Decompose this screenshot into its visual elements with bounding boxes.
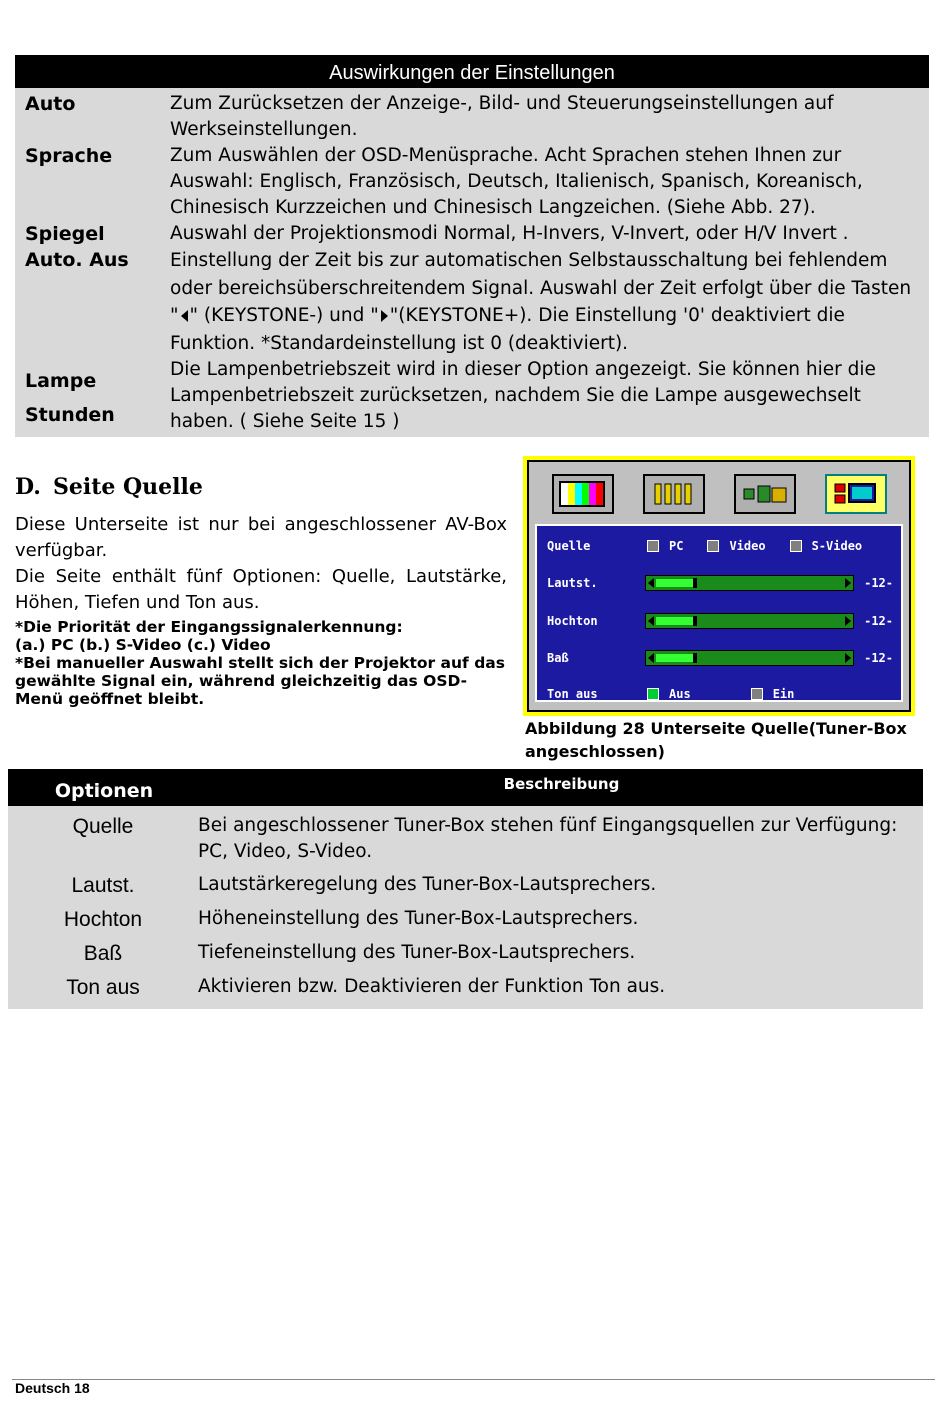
- table-row: [8, 810, 923, 869]
- settings-icon[interactable]: [734, 474, 796, 514]
- settings-row-sprache: [15, 143, 929, 221]
- osd-row-hochton: [547, 611, 893, 631]
- settings-table-title: Auswirkungen der Einstellungen: [15, 55, 929, 88]
- table-row: [8, 903, 923, 937]
- osd-option-label: PC: [669, 539, 684, 553]
- option-label: Ton aus: [8, 971, 198, 1005]
- desc-part: " (KEYSTONE-) und ": [189, 305, 379, 326]
- settings-row-lampe: [15, 357, 929, 435]
- osd-label: Ton aus: [547, 687, 598, 701]
- settings-description: [170, 247, 929, 357]
- column-header-description: Beschreibung: [503, 775, 620, 793]
- slider-knob[interactable]: [693, 653, 697, 663]
- osd-row-quelle: [547, 536, 893, 556]
- section-paragraph: Diese Unterseite ist nur bei angeschlossener AV-Box verfügbar.: [15, 514, 507, 561]
- bass-slider[interactable]: [645, 650, 854, 666]
- slider-value: -12-: [864, 651, 893, 665]
- slider-right-arrow-icon[interactable]: [845, 653, 851, 663]
- slider-value: -12-: [864, 576, 893, 590]
- option-description: Aktivieren bzw. Deaktivieren der Funktion Ton aus.: [198, 976, 666, 997]
- settings-label: Sprache: [25, 145, 113, 167]
- osd-option-aus[interactable]: [647, 687, 691, 701]
- slider-fill: [656, 579, 693, 587]
- osd-option-video[interactable]: [707, 539, 765, 553]
- footer-divider: [12, 1379, 935, 1380]
- section-note: (a.) PC (b.) S-Video (c.) Video: [15, 636, 271, 654]
- options-table: [8, 769, 923, 1009]
- section-note: *Die Priorität der Eingangssignalerkennung:: [15, 618, 403, 636]
- checkbox[interactable]: [751, 688, 763, 700]
- osd-label: Hochton: [547, 614, 598, 628]
- osd-option-label: S-Video: [811, 539, 863, 553]
- settings-row-auto: [15, 91, 929, 143]
- adjustment-icon[interactable]: [643, 474, 705, 514]
- slider-left-arrow-icon[interactable]: [648, 616, 654, 626]
- slider-left-arrow-icon[interactable]: [648, 578, 654, 588]
- option-description: Lautstärkeregelung des Tuner-Box-Lautsprechers.: [198, 874, 657, 895]
- option-label: Hochton: [8, 903, 198, 937]
- table-row: [8, 971, 923, 1005]
- settings-label: Auto. Aus: [25, 249, 129, 271]
- osd-panel: [535, 524, 903, 702]
- slider-left-arrow-icon[interactable]: [648, 653, 654, 663]
- section-paragraph: Die Seite enthält fünf Optionen: Quelle, Lautstärke, Höhen, Tiefen und Ton aus.: [15, 566, 507, 613]
- settings-table: [15, 55, 929, 437]
- section-title: Seite Quelle: [52, 474, 203, 500]
- page-footer: Deutsch 18: [15, 1380, 90, 1396]
- osd-label: Quelle: [547, 539, 591, 553]
- settings-description: Auswahl der Projektionsmodi Normal, H-Invers, V-Invert, oder H/V Invert .: [170, 223, 849, 244]
- settings-row-auto-aus: [15, 247, 929, 357]
- slider-right-arrow-icon[interactable]: [845, 578, 851, 588]
- slider-fill: [656, 617, 693, 625]
- settings-description: Zum Zurücksetzen der Anzeige-, Bild- und Steuerungseinstellungen auf Werkseinstellungen.: [170, 93, 834, 140]
- settings-label: Auto: [25, 93, 76, 115]
- osd-row-tonaus: [547, 684, 893, 704]
- osd-option-label: Ein: [772, 687, 795, 701]
- slider-fill: [656, 654, 693, 662]
- osd-option-pc[interactable]: [647, 539, 683, 553]
- osd-figure: [523, 456, 915, 716]
- option-label: Quelle: [8, 810, 198, 869]
- settings-description: Die Lampenbetriebszeit wird in dieser Option angezeigt. Sie können hier die Lampenbetriebszeit zurücksetzen, nachdem Sie die Lampe ausgewechselt haben. ( Siehe Seite 15 ): [170, 359, 876, 432]
- settings-label: [15, 364, 170, 435]
- section-note: *Bei manueller Auswahl stellt sich der Projektor auf das gewählte Signal ein, während gleichzeitig das OSD-Menü geöffnet bleibt.: [15, 654, 505, 708]
- section-number: D.: [15, 474, 41, 500]
- osd-row-lautst: [547, 573, 893, 593]
- section-heading: [15, 472, 507, 502]
- osd-label: Lautst.: [547, 576, 598, 590]
- checkbox[interactable]: [790, 540, 802, 552]
- option-description: Bei angeschlossener Tuner-Box stehen fünf Eingangsquellen zur Verfügung: PC, Video, S-Video.: [198, 815, 898, 862]
- slider-value: -12-: [864, 614, 893, 628]
- osd-label: Baß: [547, 651, 569, 665]
- option-description: Tiefeneinstellung des Tuner-Box-Lautsprechers.: [198, 942, 636, 963]
- source-icon[interactable]: [825, 474, 887, 514]
- option-label: Lautst.: [8, 869, 198, 903]
- desc-part: "(KEYSTONE+). Die Einstellung '0' deaktiviert die Funktion. *Standardeinstellung ist 0 (deaktiviert).: [170, 305, 845, 354]
- left-arrow-icon: [181, 310, 188, 322]
- settings-description: Zum Auswählen der OSD-Menüsprache. Acht Sprachen stehen Ihnen zur Auswahl: Englisch, Französisch, Deutsch, Italienisch, Spanisch, Koreanisch, Chinesisch Kurzzeichen und Chinesisch Langzeichen. (Siehe Abb. 27).: [170, 145, 863, 218]
- checkbox[interactable]: [647, 540, 659, 552]
- table-row: [8, 869, 923, 903]
- settings-label-line: Lampe: [25, 370, 97, 392]
- options-table-header: [8, 769, 923, 806]
- figure-caption: Abbildung 28 Unterseite Quelle(Tuner-Box angeschlossen): [525, 719, 907, 761]
- section-d: [15, 472, 507, 708]
- osd-option-label: Video: [729, 539, 766, 553]
- checkbox[interactable]: [647, 688, 659, 700]
- table-row: [8, 937, 923, 971]
- settings-row-spiegel: [15, 221, 929, 247]
- treble-slider[interactable]: [645, 613, 854, 629]
- osd-tabs: [537, 470, 901, 518]
- osd-option-svideo[interactable]: [790, 539, 863, 553]
- color-bars-icon[interactable]: [552, 474, 614, 514]
- option-description: Höheneinstellung des Tuner-Box-Lautsprechers.: [198, 908, 639, 929]
- osd-row-bass: [547, 648, 893, 668]
- checkbox[interactable]: [707, 540, 719, 552]
- desc-part: Einstellung der Zeit bis zur automatischen Selbstausschaltung bei fehlendem oder bereichsüberschreitendem Signal. Auswahl der Zeit erfolgt über die Tasten ": [170, 250, 912, 326]
- slider-knob[interactable]: [693, 578, 697, 588]
- slider-right-arrow-icon[interactable]: [845, 616, 851, 626]
- osd-option-label: Aus: [669, 687, 691, 701]
- osd-option-ein[interactable]: [751, 687, 795, 701]
- volume-slider[interactable]: [645, 575, 854, 591]
- right-arrow-icon: [381, 310, 388, 322]
- option-label: Baß: [8, 937, 198, 971]
- settings-label-line: Stunden: [25, 404, 115, 426]
- settings-label: Spiegel: [25, 223, 105, 245]
- slider-knob[interactable]: [693, 616, 697, 626]
- column-header-options: Optionen: [54, 780, 154, 802]
